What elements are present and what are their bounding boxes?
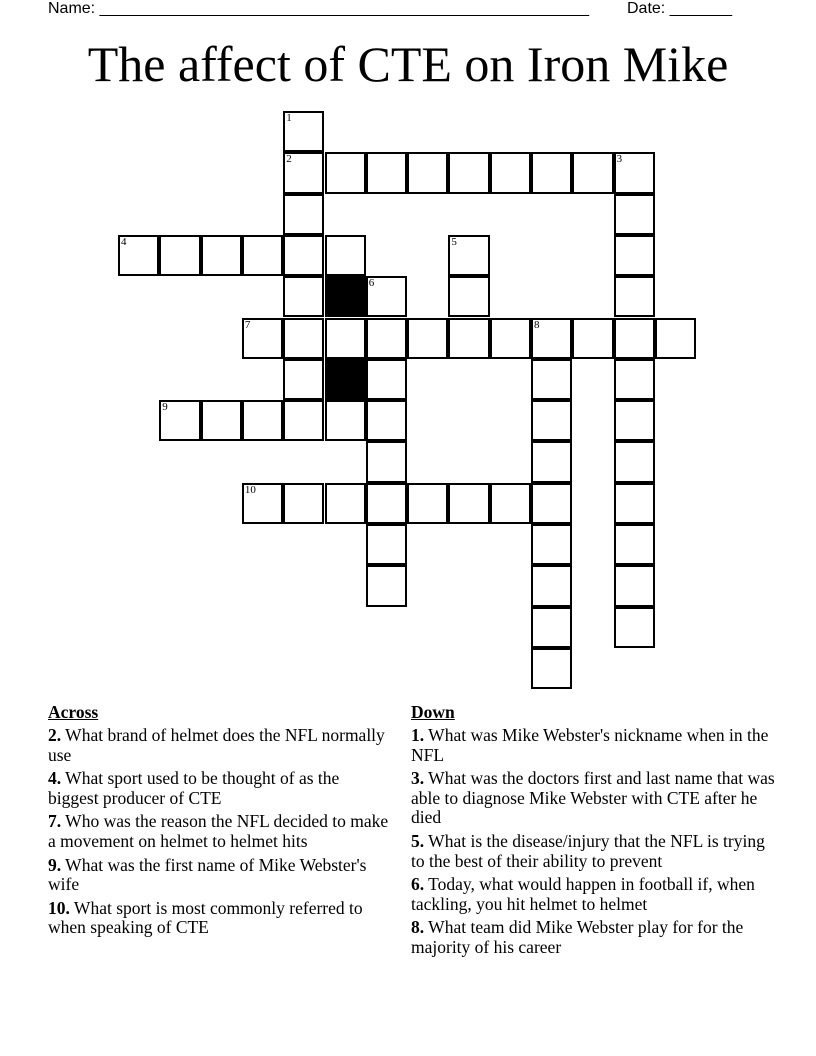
down-clue: [411, 769, 776, 828]
grid-cell[interactable]: [283, 235, 324, 276]
grid-cell[interactable]: [366, 152, 407, 193]
grid-cell[interactable]: [531, 318, 572, 359]
clue-text: What was the first name of Mike Webster's wife: [48, 854, 367, 895]
grid-cell[interactable]: [572, 318, 613, 359]
down-clues: [411, 702, 776, 962]
grid-cell[interactable]: [531, 648, 572, 689]
grid-cell[interactable]: [614, 524, 655, 565]
grid-cell[interactable]: [531, 565, 572, 606]
across-heading: Across: [48, 702, 99, 722]
grid-cell[interactable]: [283, 318, 324, 359]
clue-number: 9.: [48, 854, 62, 875]
grid-cell[interactable]: [283, 276, 324, 317]
grid-cell[interactable]: [283, 400, 324, 441]
grid-cell[interactable]: [531, 483, 572, 524]
grid-cell[interactable]: [614, 483, 655, 524]
clue-number: 2.: [48, 725, 62, 745]
grid-cell[interactable]: [448, 235, 489, 276]
clue-number: 6.: [411, 874, 425, 895]
clue-number: 10.: [48, 897, 70, 918]
grid-cell[interactable]: [448, 276, 489, 317]
grid-cell[interactable]: [242, 400, 283, 441]
grid-cell[interactable]: [242, 483, 283, 524]
grid-cell[interactable]: [531, 400, 572, 441]
grid-cell[interactable]: [614, 607, 655, 648]
grid-cell[interactable]: [614, 400, 655, 441]
grid-cell[interactable]: [366, 565, 407, 606]
across-clue: [48, 769, 393, 808]
grid-cell[interactable]: [242, 318, 283, 359]
across-clues: [48, 702, 393, 942]
grid-cell[interactable]: [283, 152, 324, 193]
grid-cell[interactable]: [531, 359, 572, 400]
cell-number: 5: [451, 235, 457, 248]
clue-number: 5.: [411, 830, 425, 851]
grid-cell[interactable]: [407, 152, 448, 193]
down-clue: [411, 875, 776, 914]
grid-cell[interactable]: [490, 152, 531, 193]
clue-number: 4.: [48, 768, 62, 789]
grid-cell[interactable]: [448, 318, 489, 359]
clue-text: What was the doctors first and last name that was able to diagnose Mike Webster with CTE after he died: [411, 768, 775, 828]
grid-cell[interactable]: [159, 400, 200, 441]
clue-number: 1.: [411, 725, 425, 745]
cell-number: 6: [368, 277, 375, 290]
clue-number: 3.: [411, 768, 425, 789]
grid-cell[interactable]: [448, 483, 489, 524]
grid-cell[interactable]: [366, 359, 407, 400]
grid-cell[interactable]: [201, 400, 242, 441]
across-clue: [48, 899, 393, 938]
grid-cell[interactable]: [201, 235, 242, 276]
grid-cell[interactable]: [366, 318, 407, 359]
grid-cell[interactable]: [407, 483, 448, 524]
clue-text: What was Mike Webster's nickname when in the NFL: [411, 725, 769, 765]
grid-cell[interactable]: [283, 359, 324, 400]
page-title: The affect of CTE on Iron Mike: [87, 36, 729, 92]
date-field-label: Date: _______: [627, 0, 732, 17]
black-square: [325, 276, 366, 317]
clue-text: Who was the reason the NFL decided to make a movement on helmet to helmet hits: [48, 811, 389, 851]
grid-cell[interactable]: [531, 607, 572, 648]
grid-cell[interactable]: [283, 483, 324, 524]
grid-cell[interactable]: [118, 235, 159, 276]
grid-cell[interactable]: [490, 318, 531, 359]
cell-number: 1: [286, 112, 292, 124]
clue-number: 7.: [48, 811, 62, 832]
grid-cell[interactable]: [242, 235, 283, 276]
across-clue: [48, 856, 393, 895]
down-clue: [411, 918, 776, 957]
grid-cell[interactable]: [614, 359, 655, 400]
clue-text: What team did Mike Webster play for for the majority of his career: [411, 917, 744, 957]
black-square: [325, 359, 366, 400]
grid-cell[interactable]: [366, 441, 407, 482]
grid-cell[interactable]: [366, 276, 407, 317]
down-clue: [411, 726, 776, 765]
grid-cell[interactable]: [614, 276, 655, 317]
clue-text: What brand of helmet does the NFL normally use: [48, 725, 385, 765]
grid-cell[interactable]: [572, 152, 613, 193]
grid-cell[interactable]: [614, 441, 655, 482]
grid-cell[interactable]: [159, 235, 200, 276]
grid-cell[interactable]: [283, 111, 324, 152]
clue-text: What sport used to be thought of as the biggest producer of CTE: [48, 768, 340, 808]
cell-number: 2: [286, 153, 292, 166]
grid-cell[interactable]: [325, 483, 366, 524]
cell-number: 3: [616, 153, 623, 166]
grid-cell[interactable]: [366, 400, 407, 441]
grid-cell[interactable]: [614, 235, 655, 276]
grid-cell[interactable]: [366, 524, 407, 565]
grid-cell[interactable]: [614, 152, 655, 193]
clue-number: 8.: [411, 917, 425, 938]
clue-text: What is the disease/injury that the NFL is trying to the best of their ability to prevent: [411, 830, 765, 871]
grid-cell[interactable]: [325, 318, 366, 359]
grid-cell[interactable]: [490, 483, 531, 524]
grid-cell[interactable]: [366, 483, 407, 524]
grid-cell[interactable]: [531, 441, 572, 482]
cell-number: 4: [121, 235, 127, 248]
grid-cell[interactable]: [325, 152, 366, 193]
name-field-label: Name: _______________________________________________________: [48, 0, 589, 17]
cell-number: 10: [244, 483, 256, 496]
across-clue: [48, 812, 393, 851]
cell-number: 8: [534, 318, 540, 331]
grid-cell[interactable]: [407, 318, 448, 359]
cell-number: 9: [162, 401, 168, 414]
grid-cell[interactable]: [325, 235, 366, 276]
cell-number: 7: [244, 318, 251, 331]
grid-cell[interactable]: [655, 318, 696, 359]
grid-cell[interactable]: [325, 400, 366, 441]
down-clue: [411, 832, 776, 871]
grid-cell[interactable]: [614, 565, 655, 606]
down-heading: Down: [411, 702, 455, 722]
grid-cell[interactable]: [614, 194, 655, 235]
grid-cell[interactable]: [448, 152, 489, 193]
clue-text: What sport is most commonly referred to when speaking of CTE: [48, 897, 363, 938]
grid-cell[interactable]: [614, 318, 655, 359]
clue-text: Today, what would happen in football if, when tackling, you hit helmet to helmet: [411, 874, 755, 914]
across-clue: [48, 726, 393, 765]
grid-cell[interactable]: [283, 194, 324, 235]
grid-cell[interactable]: [531, 524, 572, 565]
grid-cell[interactable]: [531, 152, 572, 193]
